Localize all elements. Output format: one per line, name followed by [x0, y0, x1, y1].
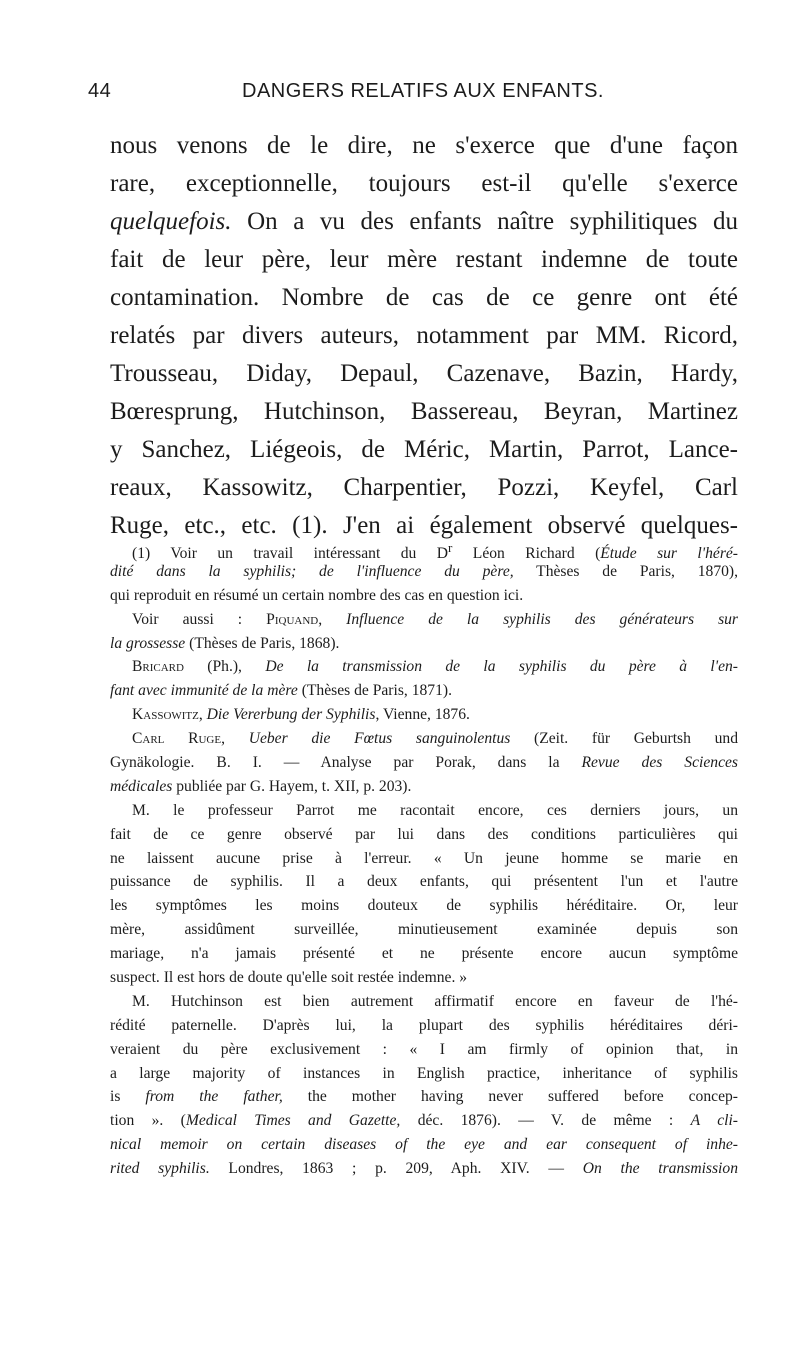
text-span: (Thèses de Paris, 1868).: [185, 634, 340, 652]
footnote-line: [110, 632, 738, 656]
text-line: rare, exceptionnelle, toujours est-il qu'elle s'exerce: [110, 170, 738, 197]
text-span: (Ph.),: [183, 658, 266, 676]
italic-title: rited syphilis.: [110, 1160, 210, 1178]
text-span: tion ». (: [110, 1112, 186, 1130]
text-span: ,: [221, 730, 249, 748]
footnote-line: [110, 560, 738, 584]
italic-title: Die Vererbung der Syphilis: [206, 706, 376, 724]
text-span: ,: [198, 706, 207, 724]
text-line: [110, 203, 738, 241]
page-number: 44: [88, 80, 112, 102]
italic-phrase: from the father,: [145, 1088, 283, 1106]
text-line: reaux, Kassowitz, Charpentier, Pozzi, Keyfel, Carl: [110, 474, 738, 501]
text-span: (Zeit. für Geburtsh und: [510, 730, 738, 748]
italic-title: la grossesse: [110, 634, 186, 652]
running-title: DANGERS RELATIFS AUX ENFANTS.: [242, 80, 604, 102]
italic-title: Revue des Sciences: [581, 754, 738, 772]
footnote-line: les symptômes les moins douteux de syphilis héréditaire. Or, leur: [110, 897, 738, 915]
text-span: Gynäkologie. B. I. — Analyse par Porak, dans la: [110, 754, 582, 772]
text-span: , Vienne, 1876.: [375, 706, 470, 724]
footnote-line: [110, 1109, 738, 1133]
italic-title: Influence de la syphilis des générateurs sur: [346, 610, 739, 628]
text-span: Voir aussi :: [132, 610, 267, 628]
text-span: Londres, 1863 ; p. 209, Aph. XIV. —: [209, 1160, 583, 1178]
text-span: is: [110, 1088, 146, 1106]
italic-title: nical memoir on certain diseases of the eye and ear consequent of inhe-: [110, 1136, 738, 1154]
footnote-line: [110, 751, 738, 775]
footnote-line: qui reproduit en résumé un certain nombre des cas en question ici.: [110, 586, 524, 604]
text-span: the mother having never suffered before concep-: [282, 1088, 738, 1106]
footnote-line: [110, 727, 738, 751]
footnote-line: rédité paternelle. D'après lui, la plupart des syphilis héréditaires déri-: [110, 1016, 738, 1034]
footnotes: [110, 536, 738, 1181]
italic-title: On the transmission: [582, 1160, 738, 1178]
footnote-line: a large majority of instances in English practice, inheritance of syphilis: [110, 1064, 738, 1082]
author-name: Bricard: [132, 658, 184, 676]
footnote-line: [110, 1085, 738, 1109]
footnote-line: veraient du père exclusivement : « I am firmly of opinion that, in: [110, 1040, 738, 1058]
footnote-line: [110, 608, 738, 632]
footnote-line: [110, 1157, 738, 1181]
text-line: y Sanchez, Liégeois, de Méric, Martin, Parrot, Lance-: [110, 436, 738, 463]
text-line: fait de leur père, leur mère restant indemne de toute: [110, 246, 738, 273]
text-span: ,: [318, 610, 347, 628]
footnote-line: [110, 655, 738, 679]
footnote-line: suspect. Il est hors de doute qu'elle soit restée indemne. »: [110, 969, 468, 987]
footnote-line: ne laissent aucune prise à l'erreur. « Un jeune homme se marie en: [110, 849, 738, 867]
footnote-line: [110, 703, 738, 727]
italic-title: A cli-: [690, 1112, 739, 1130]
text-line: nous venons de le dire, ne s'exerce que d'une façon: [110, 132, 738, 159]
text-span: Léon Richard (: [452, 545, 601, 563]
author-name: Piquand: [266, 610, 319, 628]
author-name: Carl Ruge: [132, 730, 222, 748]
text-span: publiée par G. Hayem, t. XII, p. 203).: [172, 777, 412, 795]
footnote-line: fait de ce genre observé par lui dans des conditions particulières qui: [110, 825, 738, 843]
footnote-line: M. le professeur Parrot me racontait encore, ces derniers jours, un: [132, 801, 738, 819]
footnote-line: mère, assidûment surveillée, minutieusement examinée depuis son: [110, 921, 738, 939]
text-span: déc. 1876). — V. de même :: [400, 1112, 691, 1130]
italic-title: dité dans la syphilis; de l'influence du père,: [110, 562, 514, 580]
text-line: Trousseau, Diday, Depaul, Cazenave, Bazin, Hardy,: [110, 360, 738, 387]
italic-title: Étude sur l'héré-: [600, 545, 739, 563]
italic-title: Ueber die Fœtus sanguinolentus: [248, 730, 511, 748]
italic-title: De la transmission de la syphilis du père à l'en-: [265, 658, 739, 676]
text-line: contamination. Nombre de cas de ce genre ont été: [110, 284, 738, 311]
text-line: Bœresprung, Hutchinson, Bassereau, Beyran, Martinez: [110, 398, 738, 425]
italic-title: médicales: [110, 777, 173, 795]
superscript: r: [448, 540, 453, 555]
main-paragraph: [110, 127, 738, 545]
footnote-line: [110, 536, 739, 563]
running-head: [88, 80, 728, 104]
text-span: On a vu des enfants naître syphilitiques du: [231, 208, 738, 235]
italic-title: Medical Times and Gazette,: [185, 1112, 401, 1130]
footnote-line: puissance de syphilis. Il a deux enfants, qui présentent l'un et l'autre: [110, 873, 738, 891]
text-span: Thèses de Paris, 1870),: [513, 562, 739, 580]
text-span: (1) Voir un travail intéressant du D: [132, 545, 449, 563]
text-line: relatés par divers auteurs, notamment par MM. Ricord,: [110, 322, 738, 349]
footnote-line: [110, 1133, 738, 1157]
text-span: (Thèses de Paris, 1871).: [297, 682, 452, 700]
italic-word: quelquefois.: [110, 208, 232, 235]
footnote-line: [110, 775, 738, 799]
author-name: Kassowitz: [132, 706, 199, 724]
footnote-line: M. Hutchinson est bien autrement affirmatif encore en faveur de l'hé-: [132, 992, 738, 1010]
italic-title: fant avec immunité de la mère: [110, 682, 298, 700]
footnote-line: mariage, n'a jamais présenté et ne présente encore aucun symptôme: [110, 945, 738, 963]
text-line: Ruge, etc., etc. (1). J'en ai également observé quelques-: [110, 512, 738, 539]
footnote-line: [110, 679, 738, 703]
